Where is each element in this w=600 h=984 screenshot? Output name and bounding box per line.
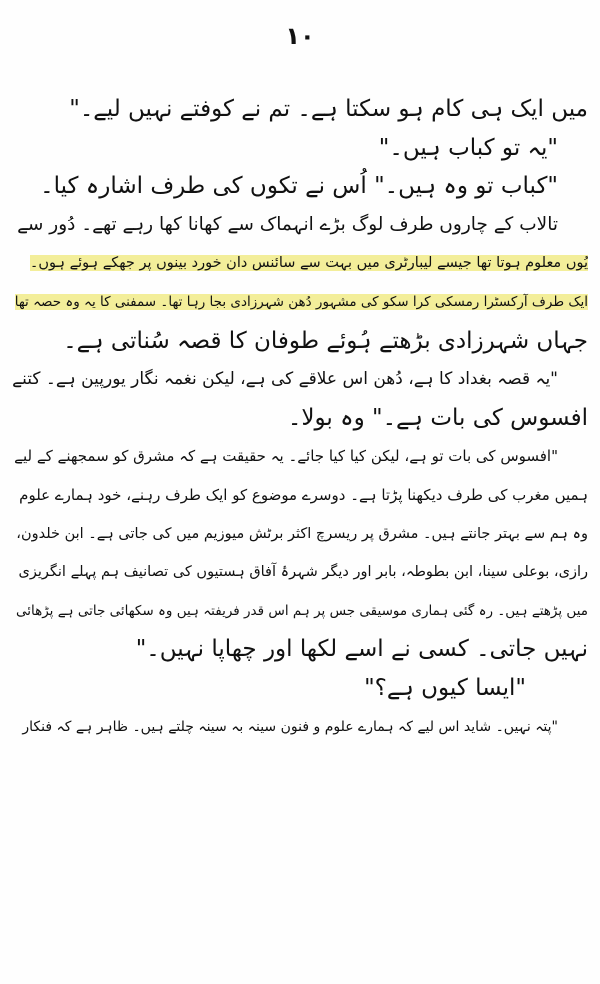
- text-line-content: افسوس کی بات ہے۔" وہ بولا۔: [287, 404, 588, 431]
- text-line-content: تالاب کے چاروں طرف لوگ بڑے انہماک سے کھانا کھا رہے تھے۔ دُور سے: [17, 213, 558, 235]
- text-line: [12, 669, 588, 708]
- text-line: [12, 244, 588, 283]
- text-line: [12, 399, 588, 438]
- text-line-content: "کباب تو وہ ہیں۔" اُس نے تکوں کی طرف اشارہ کیا۔: [40, 173, 558, 200]
- text-line-content: میں ایک ہی کام ہو سکتا ہے۔ تم نے کوفتے نہیں لیے۔": [69, 96, 588, 122]
- text-line: [12, 592, 588, 631]
- text-line: [12, 322, 588, 361]
- text-line-content: "یہ قصہ بغداد کا ہے، دُھن اس علاقے کی ہے، لیکن نغمہ نگار یورپین ہے۔ کتنے: [12, 369, 558, 390]
- text-line: [12, 476, 588, 515]
- text-line-content: جہاں شہرزادی بڑھتے ہُوئے طوفان کا قصہ سُناتی ہے۔: [63, 327, 588, 354]
- text-line-content: "پتہ نہیں۔ شاید اس لیے کہ ہمارے علوم و فنون سینہ بہ سینہ چلتے ہیں۔ ظاہر ہے کہ فنکار: [22, 718, 558, 735]
- text-line-content: "ایسا کیوں ہے؟": [364, 674, 526, 701]
- text-line-content: رازی، بوعلی سینا، ابن بطوطہ، بابر اور دیگر شہرۂ آفاق ہستیوں کی تصانیف ہم پہلے انگریزی: [18, 564, 588, 581]
- text-line-content: "یہ تو کباب ہیں۔": [378, 134, 558, 161]
- text-line-content: یُوں معلوم ہوتا تھا جیسے لیبارٹری میں بہت سے سائنس دان خورد بینوں پر جھکے ہوئے ہوں۔: [29, 255, 588, 272]
- text-line-content: ایک طرف آرکسٹرا رمسکی کرا سکو کی مشہور دُھن شہرزادی بجا رہا تھا۔ سمفنی کا یہ وہ حصہ تھا: [14, 293, 588, 310]
- text-line-content: وہ ہم سے بہتر جانتے ہیں۔ مشرق پر ریسرچ اکثر برٹش میوزیم میں کی جاتی ہے۔ ابن خلدون،: [16, 525, 588, 542]
- text-line: [12, 437, 588, 476]
- text-line: [12, 283, 588, 322]
- text-body: [12, 90, 588, 746]
- text-line: [12, 553, 588, 592]
- text-line-content: "افسوس کی بات تو ہے، لیکن کیا کیا جائے۔ یہ حقیقت ہے کہ مشرق کو سمجھنے کے لیے: [14, 447, 558, 466]
- page-number: ۱۰: [285, 22, 315, 50]
- text-line: [12, 90, 588, 129]
- text-line-content: نہیں جاتی۔ کسی نے اسے لکھا اور چھاپا نہیں۔": [135, 636, 588, 663]
- text-line: [12, 206, 588, 245]
- text-line: [12, 708, 588, 747]
- text-line: [12, 129, 588, 168]
- text-line: [12, 360, 588, 399]
- text-line: [12, 515, 588, 554]
- text-line: [12, 167, 588, 206]
- text-line-content: ہمیں مغرب کی طرف دیکھنا پڑتا ہے۔ دوسرے موضوع کو ایک طرف رہنے، خود ہمارے علوم: [19, 485, 588, 504]
- text-line-content: میں پڑھتے ہیں۔ رہ گئی ہماری موسیقی جس پر ہم اس قدر فریفتہ ہیں وہ سکھائی جاتی ہے پڑھائی: [15, 602, 588, 619]
- text-line: [12, 630, 588, 669]
